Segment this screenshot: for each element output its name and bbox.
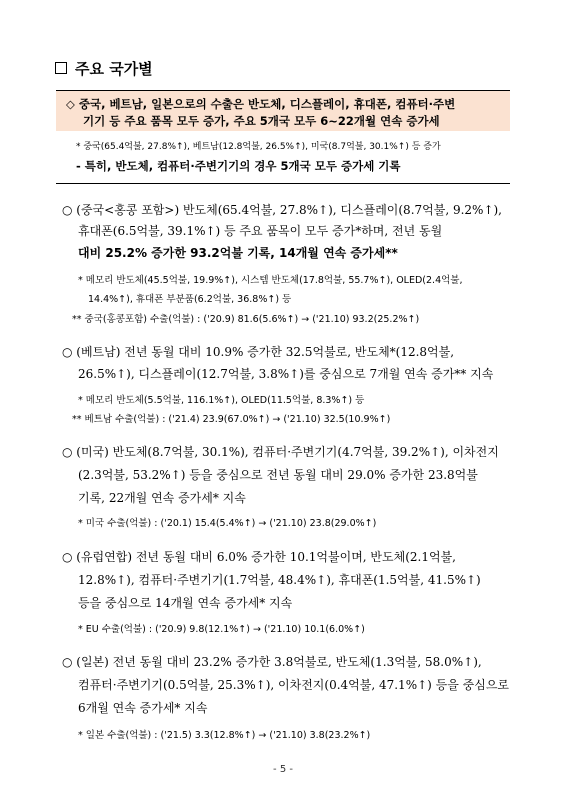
- usa-note-1: * 미국 수출(억불) : ('20.1) 15.4(5.4%↑) → ('21.10) 23.8(29.0%↑): [78, 518, 377, 529]
- summary-box: [56, 90, 510, 184]
- china-note-2: ** 중국(홍콩포함) 수출(억불) : ('20.9) 81.6(5.6%↑) → ('21.10) 93.2(25.2%↑): [72, 314, 420, 325]
- china-note-1: * 메모리 반도체(45.5억불, 19.9%↑), 시스템 반도체(17.8억불, 55.7%↑), OLED(2.4억불,: [78, 275, 463, 286]
- japan-line-2: 컴퓨터·주변기기(0.5억불, 25.3%↑), 이차전지(0.4억불, 47.1%↑) 등을 중심으로: [78, 678, 510, 692]
- checkbox-square-icon: [55, 62, 67, 74]
- vietnam-note-1: * 메모리 반도체(5.5억불, 116.1%↑), OLED(11.5억불, 8.3%↑) 등: [78, 395, 365, 406]
- summary-note: * 중국(65.4억불, 27.8%↑), 베트남(12.8억불, 26.5%↑), 미국(8.7억불, 30.1%↑) 등 증가: [76, 142, 441, 152]
- eu-note-1: * EU 수출(억불) : ('20.9) 9.8(12.1%↑) → ('21.10) 10.1(6.0%↑): [78, 624, 365, 635]
- eu-line-1: ○ (유럽연합) 전년 동월 대비 6.0% 증가한 10.1억불이며, 반도체(2.1억불,: [62, 550, 456, 564]
- china-line-3: 대비 25.2% 증가한 93.2억불 기록, 14개월 연속 증가세**: [78, 246, 398, 260]
- summary-line-1: ◇ 중국, 베트남, 일본으로의 수출은 반도체, 디스플레이, 휴대폰, 컴퓨터·주변: [66, 97, 456, 111]
- section-title-text: 주요 국가별: [75, 60, 153, 78]
- summary-line-2: 기기 등 주요 품목 모두 증가, 주요 5개국 모두 6~22개월 연속 증가세: [83, 114, 440, 128]
- summary-line-4: - 특히, 반도체, 컴퓨터·주변기기의 경우 5개국 모두 증가세 기록: [76, 159, 401, 173]
- china-line-1: ○ (중국<홍콩 포함>) 반도체(65.4억불, 27.8%↑), 디스플레이(8.7억불, 9.2%↑),: [62, 203, 502, 217]
- china-line-2: 휴대폰(6.5억불, 39.1%↑) 등 주요 품목이 모두 증가*하며, 전년 동월: [78, 224, 443, 238]
- usa-line-2: (2.3억불, 53.2%↑) 등을 중심으로 전년 동월 대비 29.0% 증가한 23.8억불: [78, 468, 478, 482]
- japan-line-1: ○ (일본) 전년 동월 대비 23.2% 증가한 3.8억불로, 반도체(1.3억불, 58.0%↑),: [62, 655, 482, 669]
- eu-line-3: 등을 중심으로 14개월 연속 증가세* 지속: [78, 596, 293, 610]
- vietnam-line-1: ○ (베트남) 전년 동월 대비 10.9% 증가한 32.5억불로, 반도체*(12.8억불,: [62, 345, 455, 359]
- japan-line-3: 6개월 연속 증가세* 지속: [78, 701, 208, 715]
- vietnam-note-2: ** 베트남 수출(억불) : ('21.4) 23.9(67.0%↑) → ('21.10) 32.5(10.9%↑): [72, 414, 391, 425]
- usa-line-1: ○ (미국) 반도체(8.7억불, 30.1%), 컴퓨터·주변기기(4.7억불, 39.2%↑), 이차전지: [62, 445, 499, 459]
- usa-line-3: 기록, 22개월 연속 증가세* 지속: [78, 491, 246, 505]
- japan-note-1: * 일본 수출(억불) : ('21.5) 3.3(12.8%↑) → ('21.10) 3.8(23.2%↑): [78, 730, 371, 741]
- page-number: - 5 -: [273, 764, 293, 775]
- vietnam-line-2: 26.5%↑), 디스플레이(12.7억불, 3.8%↑)를 중심으로 7개월 연속 증가** 지속: [78, 367, 494, 381]
- section-title: [55, 58, 153, 79]
- eu-line-2: 12.8%↑), 컴퓨터·주변기기(1.7억불, 48.4%↑), 휴대폰(1.5억불, 41.5%↑): [78, 573, 481, 587]
- china-note-1b: 14.4%↑), 휴대폰 부분품(6.2억불, 36.8%↑) 등: [88, 294, 292, 305]
